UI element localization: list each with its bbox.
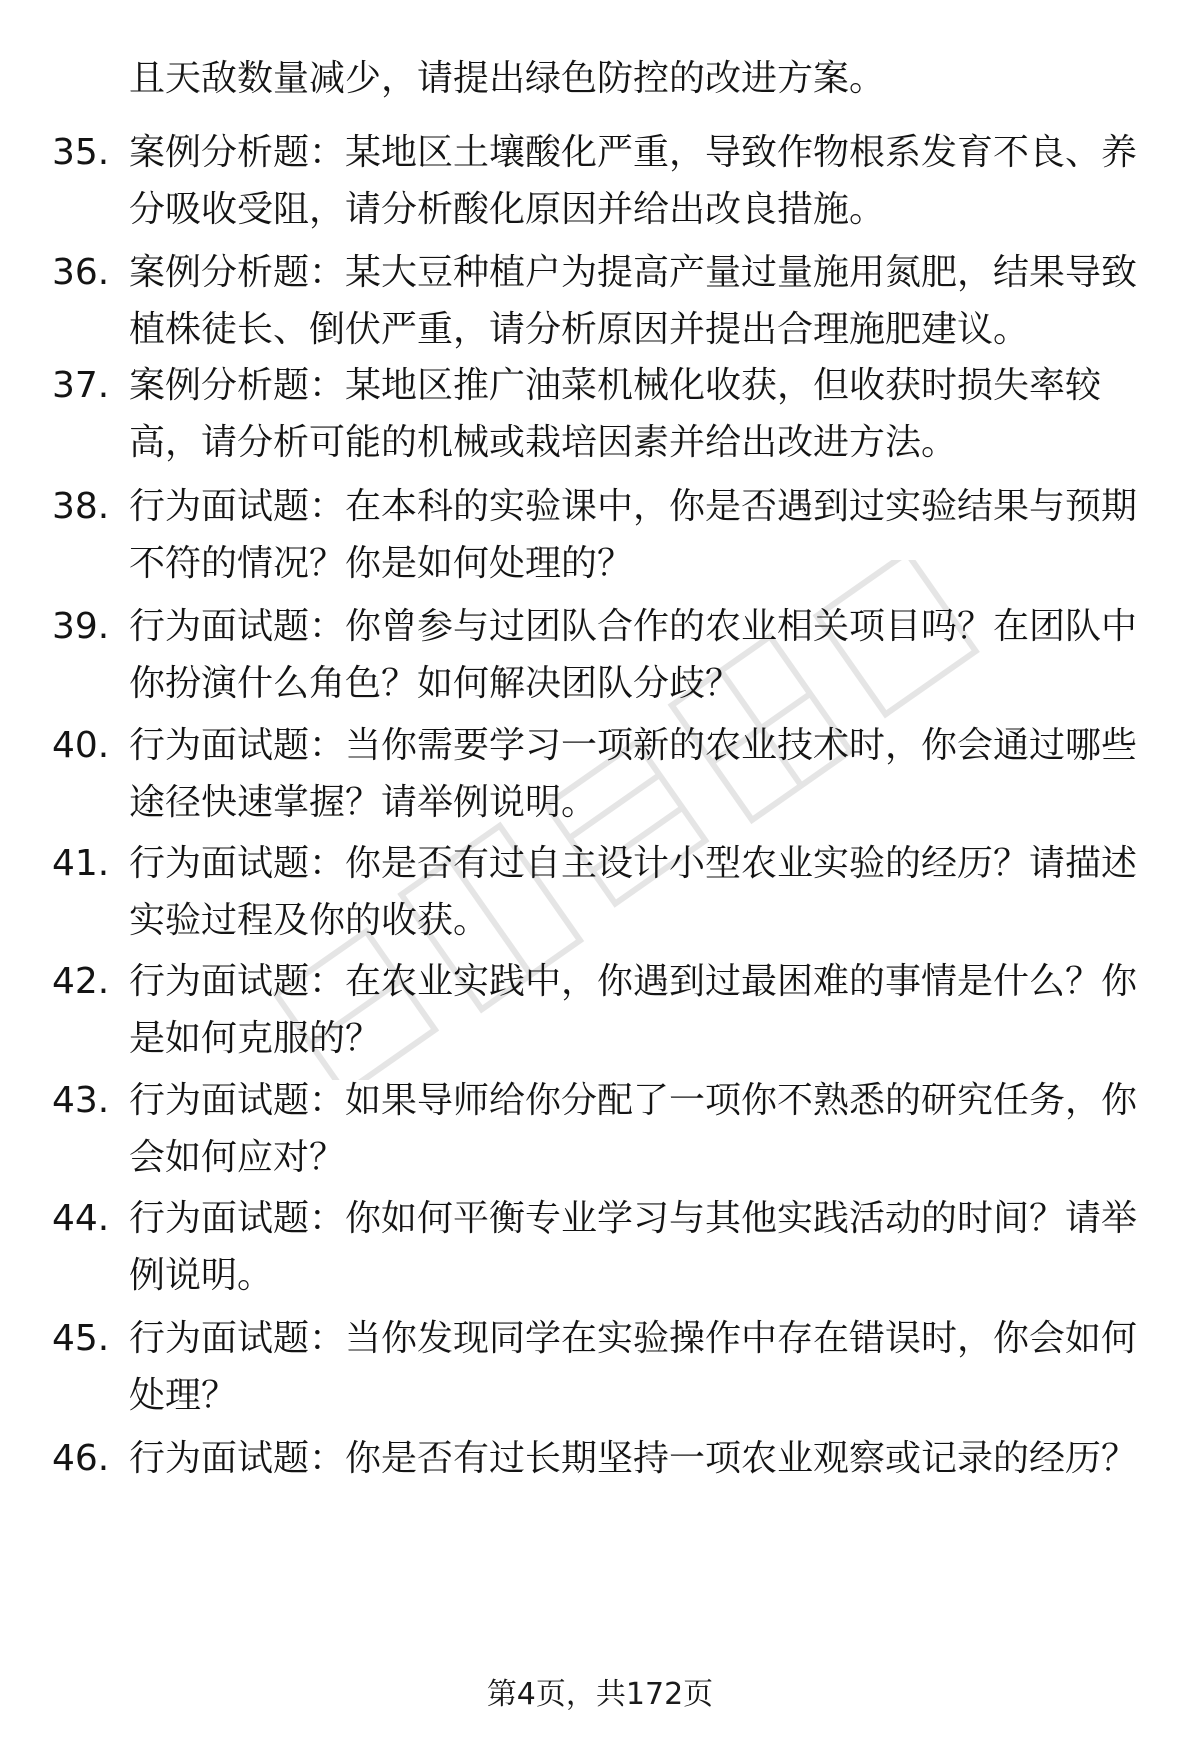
question-number: 38. xyxy=(52,486,110,527)
question-text: 行为面试题：你是否有过长期坚持一项农业观察或记录的经历？ xyxy=(129,1438,1138,1479)
question-text: 行为面试题：你是否有过自主设计小型农业实验的经历？请描述 实验过程及你的收获。 xyxy=(129,843,1138,941)
question-text: 行为面试题：你如何平衡专业学习与其他实践活动的时间？请举 例说明。 xyxy=(129,1198,1138,1296)
question-text: 行为面试题：当你需要学习一项新的农业技术时，你会通过哪些 途径快速掌握？请举例说明。 xyxy=(129,725,1138,823)
question-number: 35. xyxy=(52,132,110,173)
question-text: 行为面试题：在本科的实验课中，你是否遇到过实验结果与预期 不符的情况？你是如何处理的？ xyxy=(129,486,1138,584)
question-number: 42. xyxy=(52,961,110,1002)
question-number: 45. xyxy=(52,1318,110,1359)
question-text: 行为面试题：在农业实践中，你遇到过最困难的事情是什么？你 是如何克服的？ xyxy=(129,961,1138,1059)
question-text: 案例分析题：某大豆种植户为提高产量过量施用氮肥，结果导致 植株徒长、倒伏严重，请分析原因并提出合理施肥建议。 xyxy=(129,252,1138,350)
continued-text: 且天敌数量减少，请提出绿色防控的改进方案。 xyxy=(129,58,886,99)
question-number: 41. xyxy=(52,843,110,884)
question-number: 40. xyxy=(52,725,110,766)
question-number: 44. xyxy=(52,1198,110,1239)
question-text: 案例分析题：某地区土壤酸化严重，导致作物根系发育不良、养 分吸收受阻，请分析酸化原因并给出改良措施。 xyxy=(129,132,1138,230)
page-footer: 第4页，共172页 xyxy=(486,1677,714,1712)
question-number: 46. xyxy=(52,1438,110,1479)
question-number: 37. xyxy=(52,365,110,406)
question-number: 36. xyxy=(52,252,110,293)
question-text: 行为面试题：当你发现同学在实验操作中存在错误时，你会如何 处理？ xyxy=(129,1318,1138,1416)
question-text: 案例分析题：某地区推广油菜机械化收获，但收获时损失率较 高，请分析可能的机械或栽培因素并给出改进方法。 xyxy=(129,365,1102,463)
question-number: 43. xyxy=(52,1080,110,1121)
question-text: 行为面试题：如果导师给你分配了一项你不熟悉的研究任务，你 会如何应对？ xyxy=(129,1080,1138,1178)
question-number: 39. xyxy=(52,606,110,647)
question-text: 行为面试题：你曾参与过团队合作的农业相关项目吗？在团队中 你扮演什么角色？如何解决团队分歧？ xyxy=(129,606,1138,704)
